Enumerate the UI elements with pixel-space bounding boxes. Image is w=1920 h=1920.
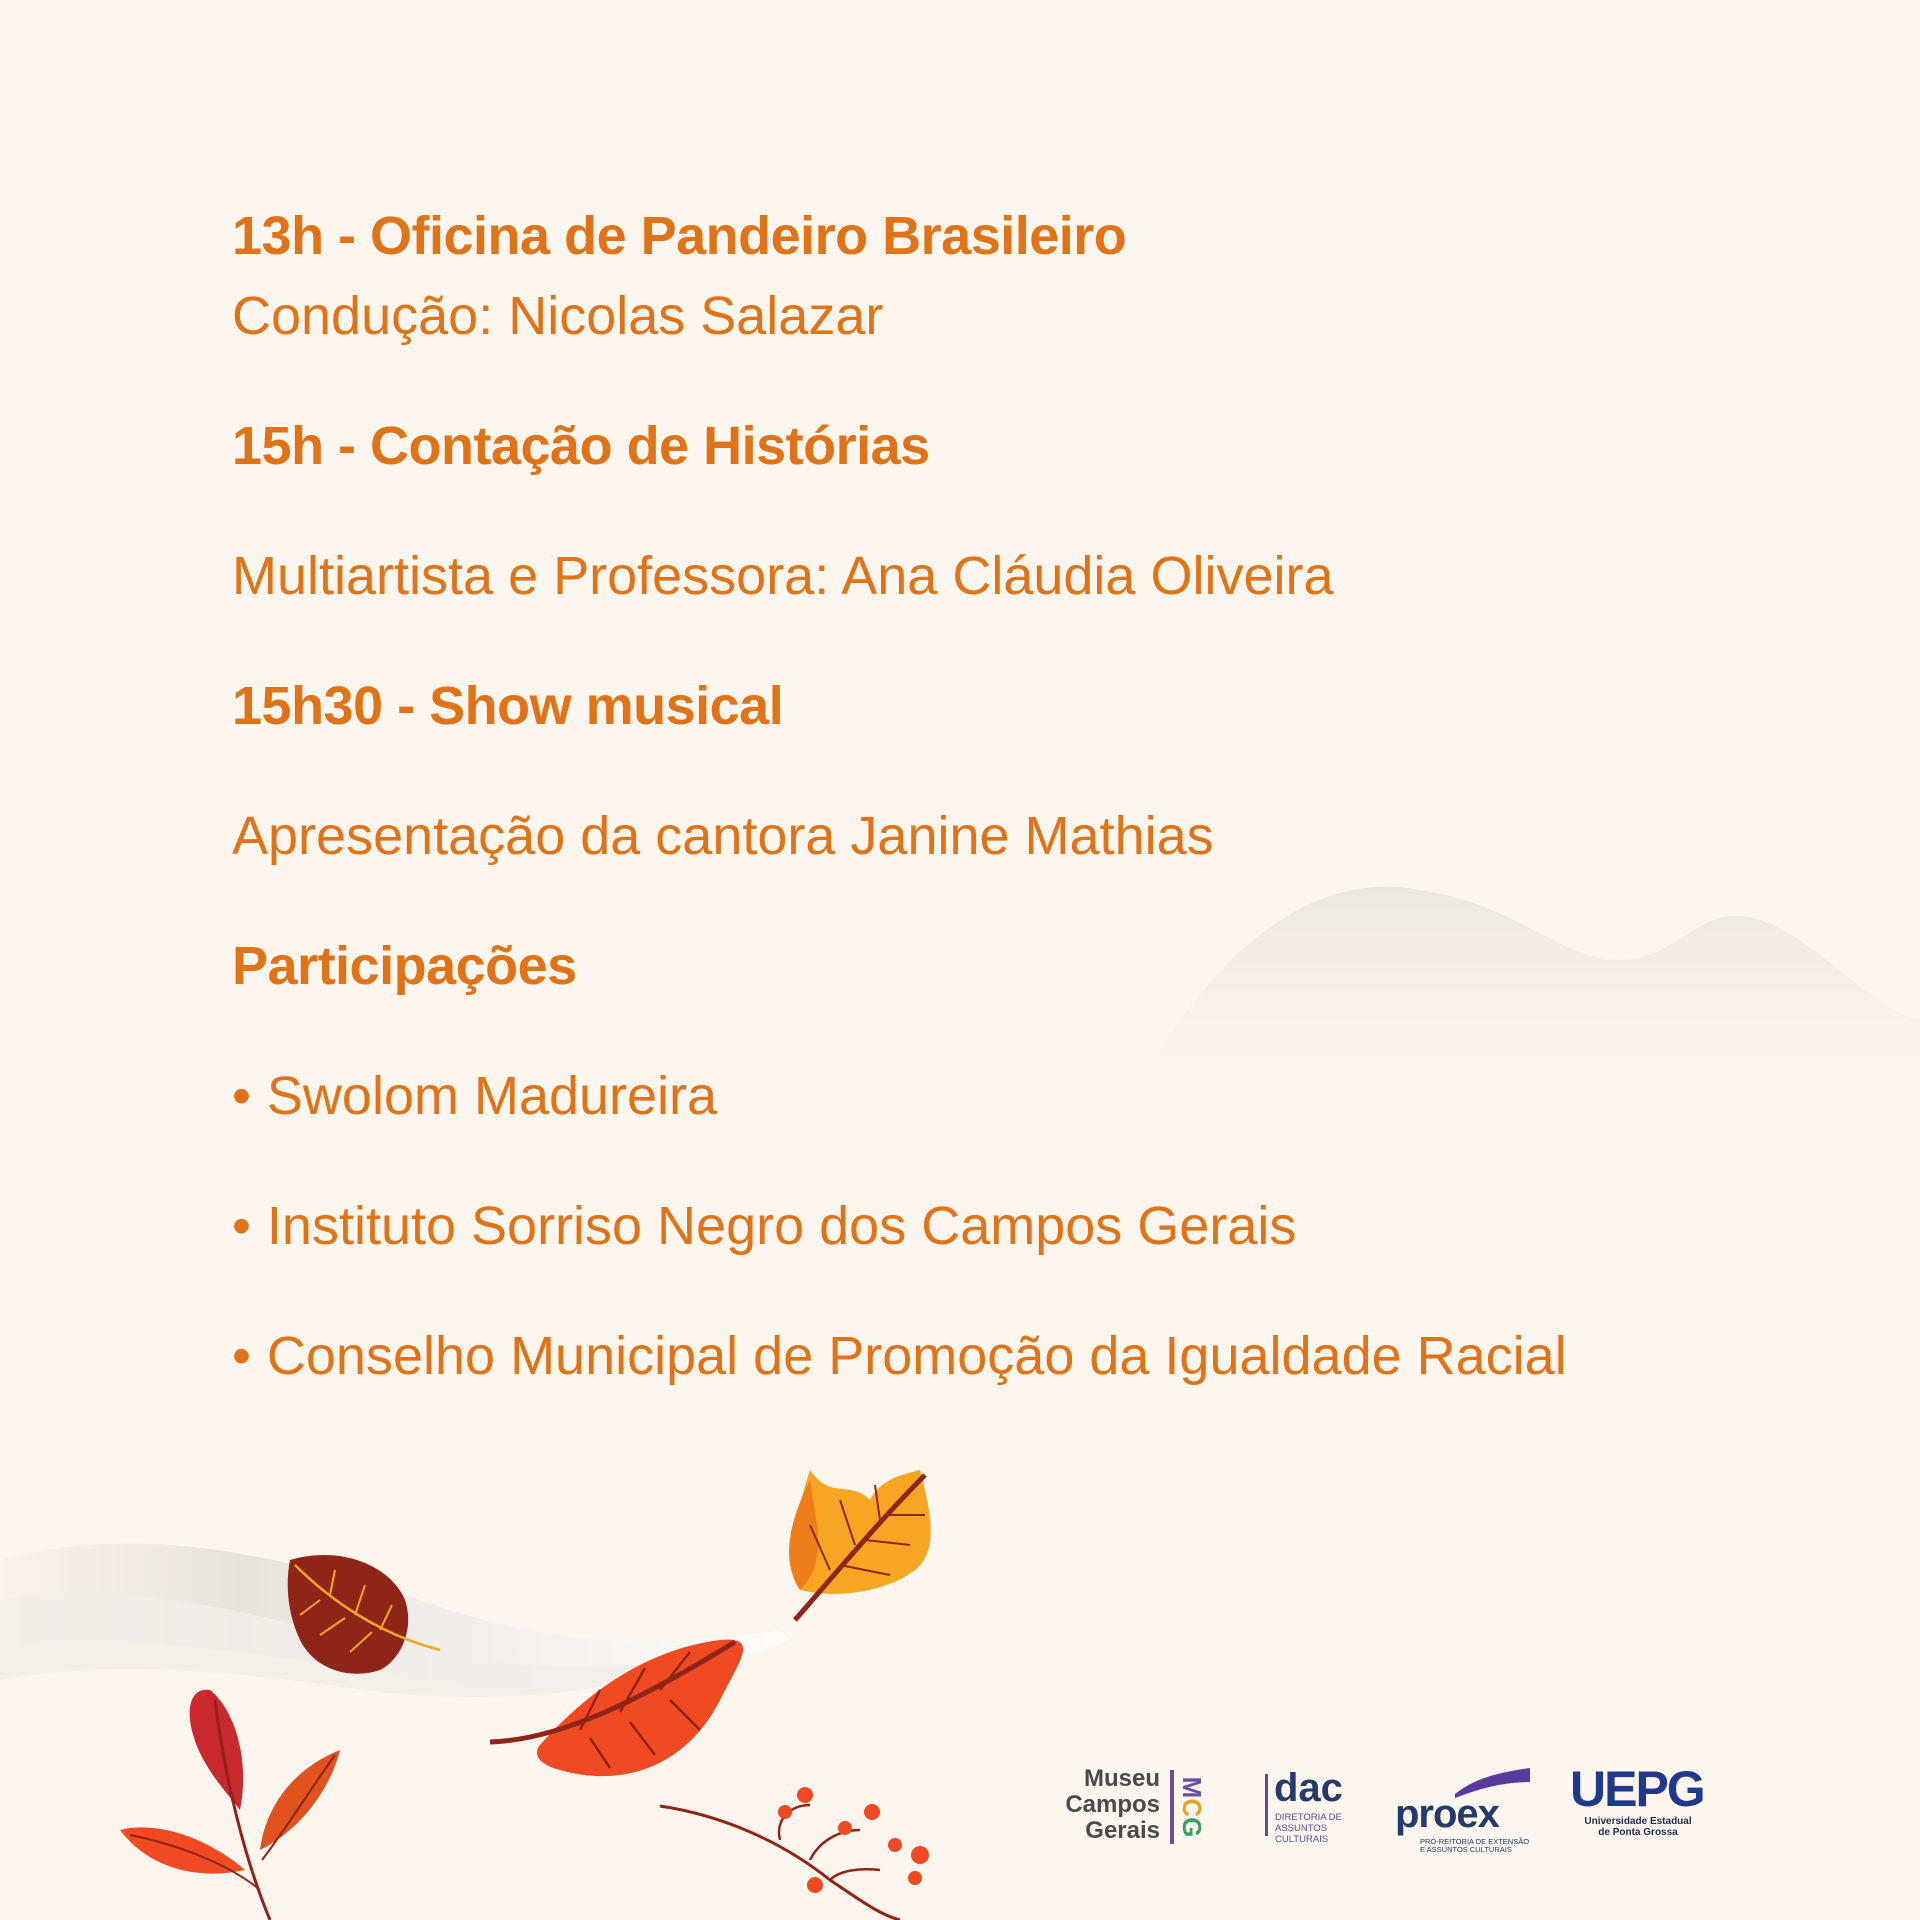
uepg-logo [1570,1761,1710,1852]
dac-logo-bar [1265,1774,1268,1836]
participation-item: • Swolom Madureira [232,1066,718,1126]
event-detail-1: Condução: Nicolas Salazar [232,286,884,346]
bullet: • [232,1066,251,1126]
event-heading-2: 15h - Contação de Histórias [232,416,930,476]
participation-item: • Conselho Municipal de Promoção da Igualdade Racial [232,1326,1567,1386]
yellow-leaf-icon [789,1470,931,1620]
event-heading-1: 13h - Oficina de Pandeiro Brasileiro [232,206,1127,266]
event-detail-2: Multiartista e Professora: Ana Cláudia Oliveira [232,546,1334,606]
uepg-logo-word: UEPG [1570,1761,1704,1817]
bullet: • [232,1326,251,1386]
dac-logo-subtitle: DIRETORIA DE ASSUNTOS CULTURAIS [1275,1812,1342,1845]
participations-heading: Participações [232,936,577,996]
event-heading-3: 15h30 - Show musical [232,676,784,736]
museu-logo-bar [1170,1770,1174,1844]
bullet: • [232,1196,251,1256]
uepg-logo-subtitle: Universidade Estadual de Ponta Grossa [1584,1816,1692,1838]
red-leaves-icon [120,1690,340,1920]
berries-branch-icon [660,1787,929,1920]
museu-logo-text: Museu Campos Gerais [1065,1765,1160,1844]
dac-logo [1265,1766,1365,1852]
proex-logo-subtitle: PRÓ-REITORIA DE EXTENSÃO E ASSUNTOS CULTURAIS [1420,1837,1530,1854]
proex-logo [1395,1768,1535,1852]
svg-text:MCG: MCG [1177,1776,1207,1838]
partner-logos [1050,1760,1720,1860]
mcg-mark-icon [1179,1770,1205,1844]
dac-logo-word: dac [1274,1766,1343,1810]
proex-logo-word: proex [1395,1792,1499,1836]
mist-hill [1160,887,1920,1130]
event-detail-3: Apresentação da cantora Janine Mathias [232,806,1214,866]
museu-campos-gerais-logo [1050,1766,1210,1856]
participation-item: • Instituto Sorriso Negro dos Campos Gerais [232,1196,1297,1256]
